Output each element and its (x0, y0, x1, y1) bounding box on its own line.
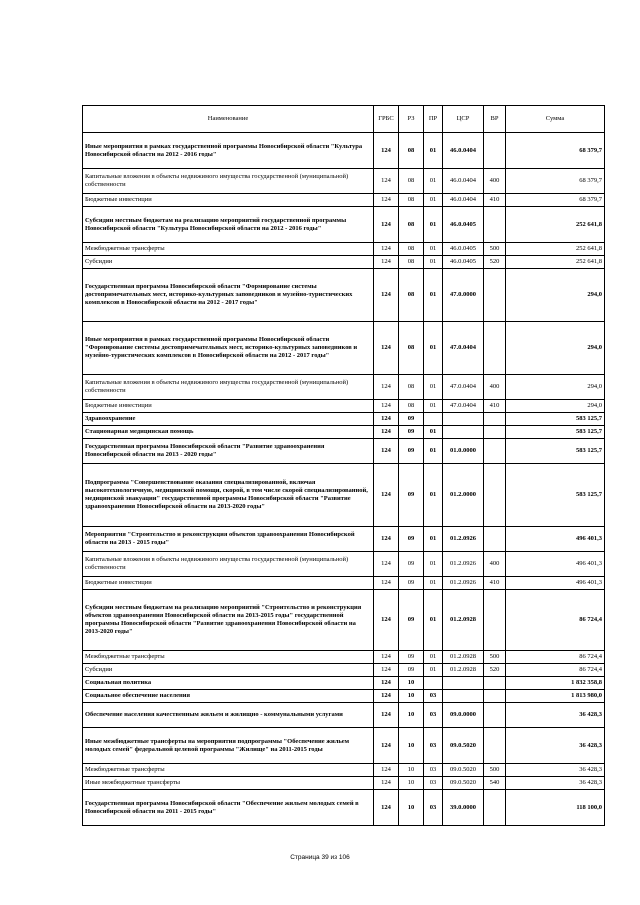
cell-vr: 400 (484, 552, 506, 577)
cell-csr: 46.0.0405 (443, 207, 484, 243)
cell-pr: 01 (424, 194, 443, 207)
table-row (83, 169, 605, 194)
cell-rz: 10 (399, 764, 424, 777)
cell-name: Межбюджетные трансферты (83, 764, 374, 777)
cell-vr: 500 (484, 651, 506, 664)
cell-sum: 583 125,7 (506, 464, 605, 527)
cell-name: Социальное обеспечение населения (83, 690, 374, 703)
cell-csr: 01.2.0928 (443, 590, 484, 651)
cell-pr: 01 (424, 269, 443, 322)
cell-sum: 294,0 (506, 400, 605, 413)
cell-grbs: 124 (374, 777, 399, 790)
table-row (83, 764, 605, 777)
cell-vr: 410 (484, 577, 506, 590)
table-row (83, 577, 605, 590)
table-header-row (83, 106, 605, 133)
cell-rz: 08 (399, 256, 424, 269)
header-pr: ПР (424, 106, 443, 133)
cell-grbs: 124 (374, 790, 399, 826)
cell-vr (484, 269, 506, 322)
cell-vr (484, 690, 506, 703)
cell-csr: 01.2.0926 (443, 527, 484, 552)
table-row (83, 777, 605, 790)
cell-name: Обеспечение населения качественным жильем и жилищно - коммунальными услугами (83, 703, 374, 728)
cell-sum: 583 125,7 (506, 413, 605, 426)
cell-vr (484, 590, 506, 651)
cell-vr (484, 527, 506, 552)
cell-rz: 09 (399, 552, 424, 577)
cell-sum: 36 428,3 (506, 777, 605, 790)
cell-pr: 01 (424, 439, 443, 464)
cell-rz: 08 (399, 322, 424, 375)
cell-rz: 09 (399, 590, 424, 651)
table-row (83, 664, 605, 677)
cell-rz: 08 (399, 243, 424, 256)
cell-name: Межбюджетные трансферты (83, 651, 374, 664)
table-row (83, 375, 605, 400)
cell-grbs: 124 (374, 651, 399, 664)
cell-grbs: 124 (374, 527, 399, 552)
cell-vr: 410 (484, 400, 506, 413)
cell-sum: 252 641,8 (506, 243, 605, 256)
cell-name: Социальная политика (83, 677, 374, 690)
cell-csr: 01.2.0928 (443, 651, 484, 664)
cell-rz: 09 (399, 664, 424, 677)
cell-rz: 08 (399, 169, 424, 194)
cell-grbs: 124 (374, 764, 399, 777)
cell-sum: 118 100,0 (506, 790, 605, 826)
cell-grbs: 124 (374, 400, 399, 413)
table-row (83, 703, 605, 728)
cell-pr: 01 (424, 552, 443, 577)
cell-name: Капитальные вложения в объекты недвижимого имущества государственной (муниципальной) собственности (83, 169, 374, 194)
cell-vr: 540 (484, 777, 506, 790)
cell-pr: 01 (424, 651, 443, 664)
cell-rz: 10 (399, 777, 424, 790)
cell-csr: 46.0.0404 (443, 169, 484, 194)
cell-sum: 583 125,7 (506, 426, 605, 439)
cell-name: Государственная программа Новосибирской области "Обеспечение жильем молодых семей в Новосибирской области на 2011 - 2015 годы" (83, 790, 374, 826)
cell-name: Субсидии (83, 256, 374, 269)
cell-sum: 252 641,8 (506, 207, 605, 243)
table-row (83, 413, 605, 426)
cell-rz: 09 (399, 527, 424, 552)
cell-sum: 294,0 (506, 269, 605, 322)
cell-name: Субсидии местным бюджетам на реализацию мероприятий государственной программы Новосибирской области "Культура Новосибирской области на 2012 - 2016 годы" (83, 207, 374, 243)
cell-csr (443, 413, 484, 426)
table-row (83, 690, 605, 703)
cell-grbs: 124 (374, 413, 399, 426)
cell-pr: 01 (424, 464, 443, 527)
cell-vr (484, 677, 506, 690)
cell-sum: 1 813 980,0 (506, 690, 605, 703)
cell-vr (484, 207, 506, 243)
cell-vr (484, 413, 506, 426)
cell-grbs: 124 (374, 464, 399, 527)
cell-pr: 01 (424, 207, 443, 243)
cell-sum: 496 401,3 (506, 527, 605, 552)
cell-vr: 500 (484, 764, 506, 777)
cell-grbs: 124 (374, 439, 399, 464)
cell-rz: 10 (399, 703, 424, 728)
cell-csr (443, 426, 484, 439)
cell-pr: 01 (424, 133, 443, 169)
table-row (83, 322, 605, 375)
cell-rz: 09 (399, 413, 424, 426)
cell-vr (484, 322, 506, 375)
cell-csr: 46.0.0405 (443, 256, 484, 269)
cell-grbs: 124 (374, 256, 399, 269)
cell-grbs: 124 (374, 133, 399, 169)
cell-name: Межбюджетные трансферты (83, 243, 374, 256)
cell-rz: 10 (399, 728, 424, 764)
cell-grbs: 124 (374, 577, 399, 590)
cell-vr: 520 (484, 256, 506, 269)
cell-pr: 01 (424, 664, 443, 677)
cell-grbs: 124 (374, 677, 399, 690)
cell-name: Бюджетные инвестиции (83, 400, 374, 413)
cell-rz: 08 (399, 207, 424, 243)
cell-name: Иные межбюджетные трансферты на мероприятия подпрограммы "Обеспечение жильем молодых семей" федеральной целевой программы "Жилище" на 2011-2015 годы (83, 728, 374, 764)
cell-rz: 08 (399, 269, 424, 322)
cell-rz: 08 (399, 400, 424, 413)
cell-sum: 294,0 (506, 375, 605, 400)
cell-csr (443, 690, 484, 703)
cell-sum: 252 641,8 (506, 256, 605, 269)
cell-rz: 10 (399, 790, 424, 826)
cell-name: Стационарная медицинская помощь (83, 426, 374, 439)
table-row (83, 651, 605, 664)
cell-rz: 09 (399, 577, 424, 590)
cell-rz: 09 (399, 439, 424, 464)
cell-name: Государственная программа Новосибирской области "Формирование системы достопримечательных мест, историко-культурных заповедников и музейно-туристических комплексов в Новосибирской области на 2012 - 2017 годы" (83, 269, 374, 322)
cell-csr: 09.0.5020 (443, 764, 484, 777)
cell-name: Бюджетные инвестиции (83, 577, 374, 590)
header-name: Наименование (83, 106, 374, 133)
table-row (83, 790, 605, 826)
cell-grbs: 124 (374, 590, 399, 651)
table-row (83, 269, 605, 322)
table-row (83, 207, 605, 243)
budget-table (82, 105, 605, 826)
cell-name: Здравоохранение (83, 413, 374, 426)
table-row (83, 194, 605, 207)
cell-csr: 09.0.5020 (443, 728, 484, 764)
cell-csr: 01.2.0928 (443, 664, 484, 677)
cell-pr (424, 413, 443, 426)
table-row (83, 590, 605, 651)
cell-vr: 400 (484, 375, 506, 400)
cell-vr (484, 426, 506, 439)
cell-sum: 68 379,7 (506, 169, 605, 194)
cell-vr (484, 439, 506, 464)
cell-vr (484, 790, 506, 826)
cell-sum: 36 428,3 (506, 728, 605, 764)
table-row (83, 677, 605, 690)
cell-rz: 08 (399, 133, 424, 169)
cell-csr: 09.0.0000 (443, 703, 484, 728)
cell-csr: 46.0.0404 (443, 133, 484, 169)
cell-pr: 01 (424, 169, 443, 194)
cell-grbs: 124 (374, 269, 399, 322)
table-row (83, 728, 605, 764)
cell-grbs: 124 (374, 703, 399, 728)
cell-csr: 01.2.0000 (443, 464, 484, 527)
table-row (83, 552, 605, 577)
cell-pr: 01 (424, 375, 443, 400)
cell-vr (484, 728, 506, 764)
cell-pr: 01 (424, 243, 443, 256)
cell-pr: 01 (424, 577, 443, 590)
header-sum: Сумма (506, 106, 605, 133)
cell-sum: 294,0 (506, 322, 605, 375)
cell-csr: 47.0.0404 (443, 375, 484, 400)
cell-vr: 400 (484, 169, 506, 194)
cell-pr: 03 (424, 790, 443, 826)
cell-vr: 500 (484, 243, 506, 256)
cell-grbs: 124 (374, 194, 399, 207)
table-row (83, 133, 605, 169)
cell-pr (424, 677, 443, 690)
cell-pr: 01 (424, 256, 443, 269)
cell-name: Мероприятия "Строительство и реконструкция объектов здравоохранения Новосибирской области на 2013 - 2015 годы" (83, 527, 374, 552)
cell-pr: 01 (424, 426, 443, 439)
cell-grbs: 124 (374, 728, 399, 764)
cell-rz: 09 (399, 464, 424, 527)
cell-name: Субсидии (83, 664, 374, 677)
cell-vr (484, 133, 506, 169)
cell-rz: 08 (399, 194, 424, 207)
cell-pr: 01 (424, 322, 443, 375)
cell-pr: 03 (424, 690, 443, 703)
page-number: Страница 39 из 106 (290, 854, 350, 861)
table-row (83, 400, 605, 413)
cell-csr: 09.0.5020 (443, 777, 484, 790)
cell-pr: 01 (424, 527, 443, 552)
cell-sum: 36 428,3 (506, 764, 605, 777)
cell-pr: 01 (424, 590, 443, 651)
table-row (83, 256, 605, 269)
cell-grbs: 124 (374, 207, 399, 243)
header-rz: РЗ (399, 106, 424, 133)
cell-name: Капитальные вложения в объекты недвижимого имущества государственной (муниципальной) собственности (83, 552, 374, 577)
cell-vr: 410 (484, 194, 506, 207)
header-grbs: ГРБС (374, 106, 399, 133)
cell-grbs: 124 (374, 375, 399, 400)
cell-csr: 47.0.0000 (443, 269, 484, 322)
header-vr: ВР (484, 106, 506, 133)
cell-rz: 08 (399, 375, 424, 400)
cell-sum: 583 125,7 (506, 439, 605, 464)
cell-grbs: 124 (374, 664, 399, 677)
table-row (83, 243, 605, 256)
cell-grbs: 124 (374, 552, 399, 577)
cell-grbs: 124 (374, 322, 399, 375)
cell-grbs: 124 (374, 690, 399, 703)
cell-grbs: 124 (374, 243, 399, 256)
table-row (83, 464, 605, 527)
cell-sum: 86 724,4 (506, 590, 605, 651)
cell-name: Капитальные вложения в объекты недвижимого имущества государственной (муниципальной) собственности (83, 375, 374, 400)
cell-csr: 39.0.0000 (443, 790, 484, 826)
cell-rz: 09 (399, 651, 424, 664)
table-row (83, 439, 605, 464)
cell-sum: 496 401,3 (506, 552, 605, 577)
header-csr: ЦСР (443, 106, 484, 133)
table-row (83, 527, 605, 552)
cell-pr: 01 (424, 400, 443, 413)
cell-name: Государственная программа Новосибирской области "Развитие здравоохранения Новосибирской области на 2013 - 2020 годы" (83, 439, 374, 464)
cell-rz: 10 (399, 677, 424, 690)
cell-sum: 86 724,4 (506, 664, 605, 677)
table-row (83, 426, 605, 439)
cell-vr: 520 (484, 664, 506, 677)
cell-sum: 68 379,7 (506, 133, 605, 169)
cell-pr: 03 (424, 728, 443, 764)
cell-sum: 68 379,7 (506, 194, 605, 207)
cell-vr (484, 703, 506, 728)
cell-csr: 46.0.0405 (443, 243, 484, 256)
cell-name: Иные мероприятия в рамках государственной программы Новосибирской области "Формирование системы достопримечательных мест, историко-культурных заповедников и музейно-туристических комплексов в Новосибирской области на 2012 - 2017 годы" (83, 322, 374, 375)
cell-csr: 01.2.0926 (443, 552, 484, 577)
cell-sum: 86 724,4 (506, 651, 605, 664)
cell-sum: 496 401,3 (506, 577, 605, 590)
cell-pr: 03 (424, 777, 443, 790)
cell-csr: 47.0.0404 (443, 400, 484, 413)
cell-name: Субсидии местным бюджетам на реализацию мероприятий "Строительство и реконструкция объектов здравоохранения Новосибирской области на 2013-2015 годы" государственной программы Новосибирской области "Развитие здравоохранения Новосибирской области на 2013-2020 годы" (83, 590, 374, 651)
cell-sum: 1 832 358,8 (506, 677, 605, 690)
cell-name: Иные мероприятия в рамках государственной программы Новосибирской области "Культура Новосибирской области на 2012 - 2016 годы" (83, 133, 374, 169)
cell-csr: 01.0.0000 (443, 439, 484, 464)
cell-pr: 03 (424, 764, 443, 777)
cell-csr: 01.2.0926 (443, 577, 484, 590)
cell-name: Подпрограмма "Совершенствование оказания специализированной, включая высокотехнологичную, медицинской помощи, скорой, в том числе скорой специализированной, медицинской эвакуации" государственной программы Новосибирской области "Развитие здравоохранения Новосибирской области на 2013-2020 годы" (83, 464, 374, 527)
cell-name: Иные межбюджетные трансферты (83, 777, 374, 790)
cell-vr (484, 464, 506, 527)
cell-csr: 47.0.0404 (443, 322, 484, 375)
cell-name: Бюджетные инвестиции (83, 194, 374, 207)
cell-grbs: 124 (374, 169, 399, 194)
cell-grbs: 124 (374, 426, 399, 439)
cell-csr: 46.0.0404 (443, 194, 484, 207)
cell-csr (443, 677, 484, 690)
cell-pr: 03 (424, 703, 443, 728)
cell-rz: 09 (399, 426, 424, 439)
cell-rz: 10 (399, 690, 424, 703)
cell-sum: 36 428,3 (506, 703, 605, 728)
